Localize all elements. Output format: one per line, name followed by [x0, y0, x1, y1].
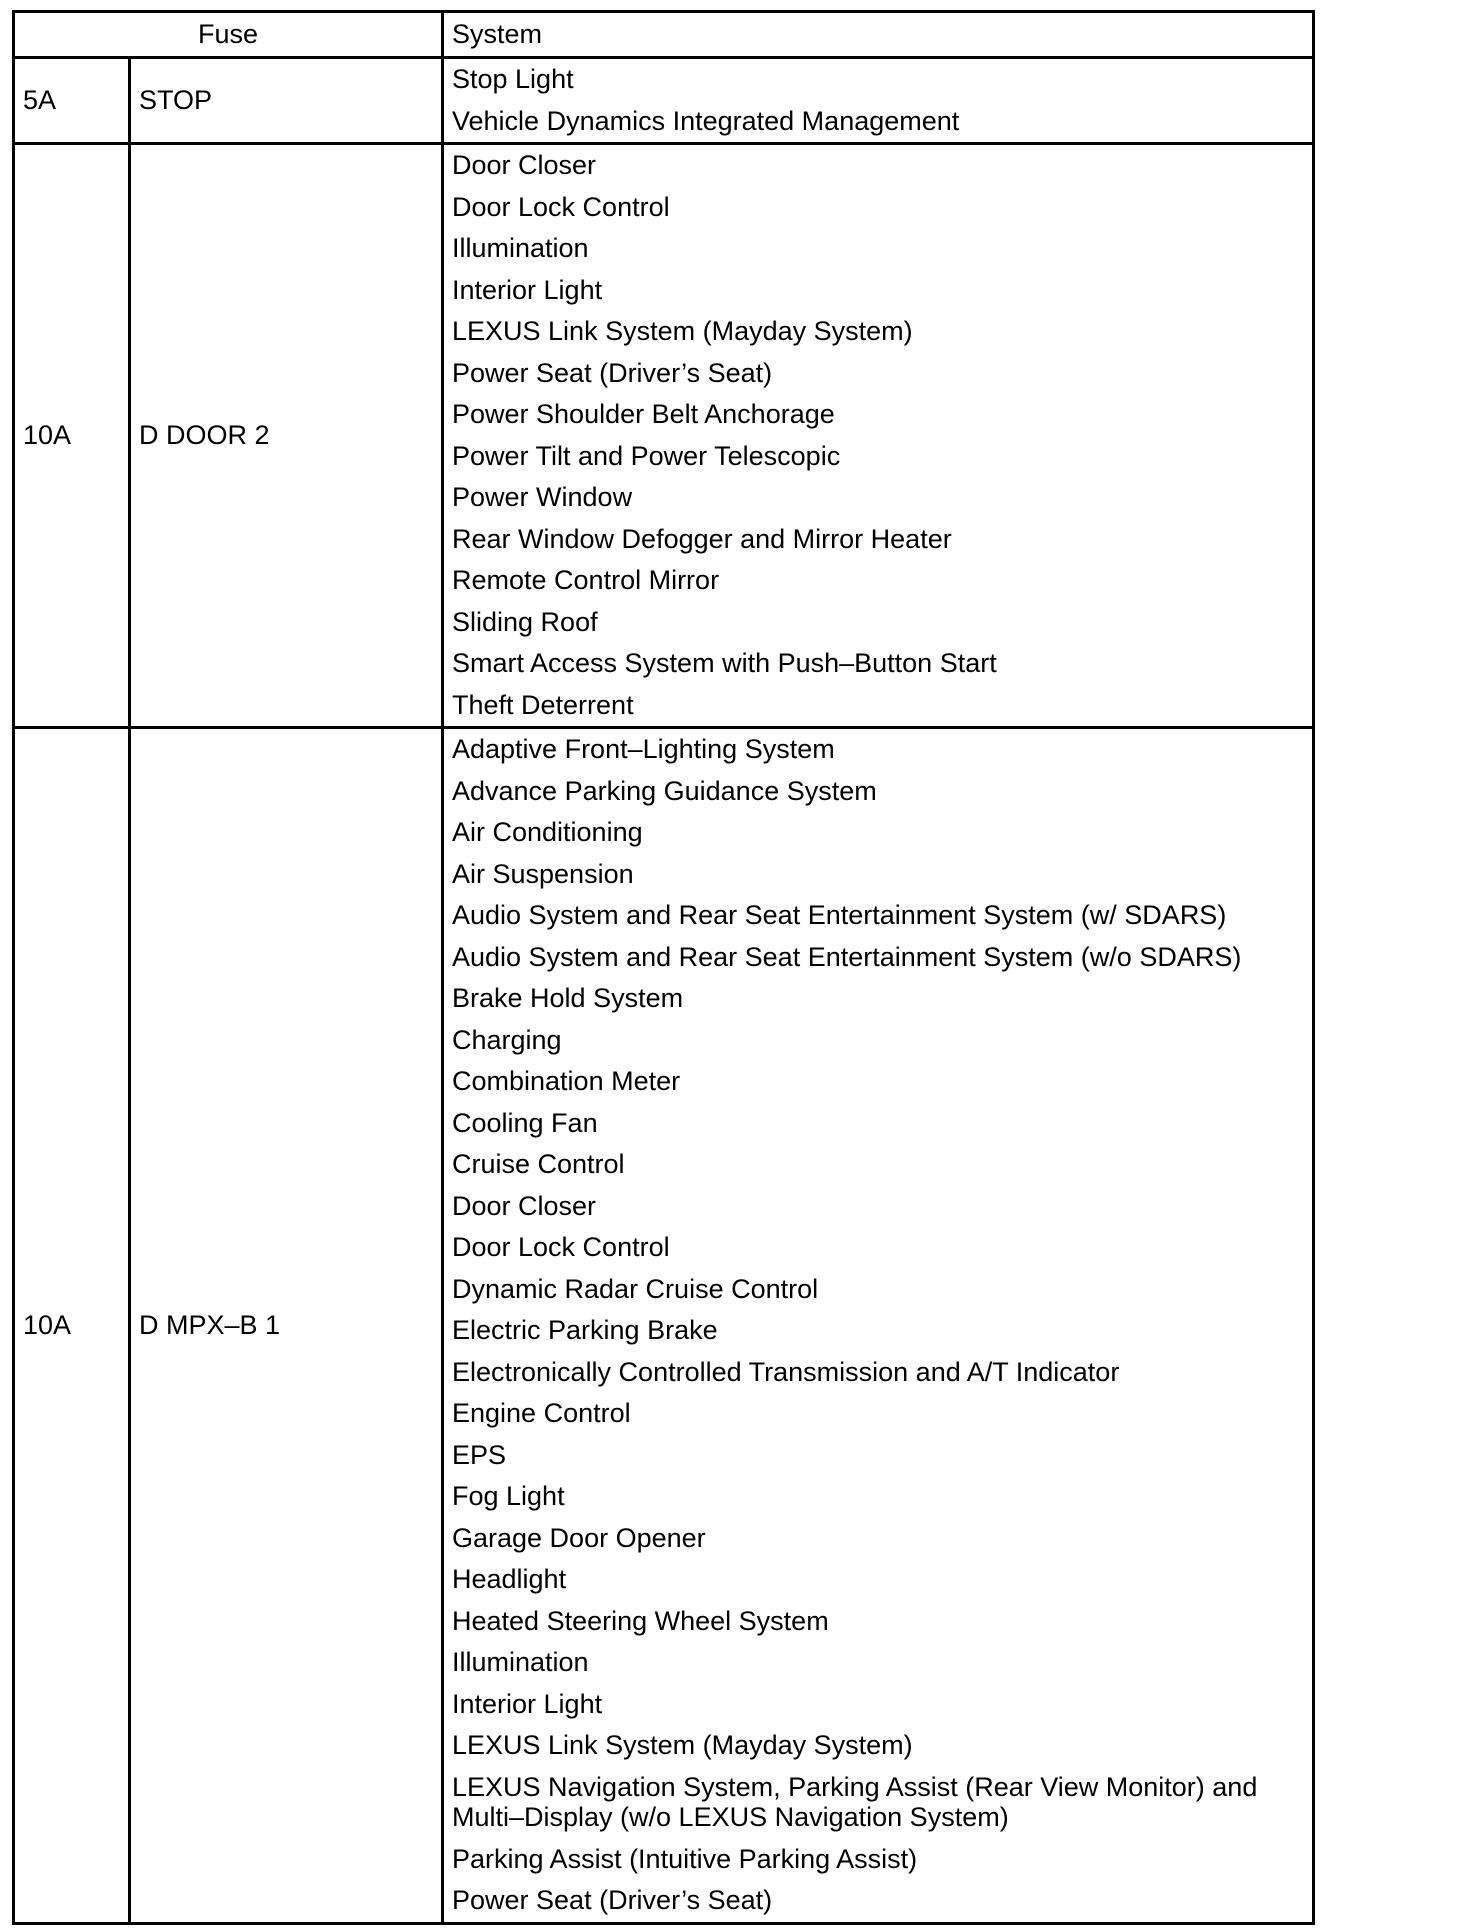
system-item: Door Closer	[452, 150, 597, 180]
system-item: LEXUS Link System (Mayday System)	[452, 316, 913, 346]
system-item: Power Seat (Driver’s Seat)	[452, 1885, 773, 1915]
system-list	[443, 144, 1314, 728]
fuse-name: D MPX–B 1	[130, 728, 443, 1924]
system-item: Door Lock Control	[452, 191, 670, 222]
system-item: Dynamic Radar Cruise Control	[452, 1273, 819, 1304]
system-column-header: System	[443, 12, 1314, 58]
system-item: Garage Door Opener	[452, 1522, 706, 1553]
system-item: Stop Light	[452, 64, 574, 94]
system-item: Cooling Fan	[452, 1107, 598, 1138]
system-list	[443, 728, 1314, 1924]
system-item: Sliding Roof	[452, 606, 598, 637]
system-item: LEXUS Link System (Mayday System)	[452, 1730, 913, 1760]
system-item: Theft Deterrent	[452, 689, 634, 720]
fuse-row	[14, 58, 1314, 144]
fuse-table-body	[14, 58, 1314, 1924]
system-list	[443, 58, 1314, 144]
system-item: Charging	[452, 1024, 562, 1055]
system-item: Power Shoulder Belt Anchorage	[452, 399, 835, 429]
fuse-column-header: Fuse	[14, 12, 443, 58]
system-item: Brake Hold System	[452, 983, 684, 1013]
header-row	[14, 12, 1314, 58]
system-item: Power Seat (Driver’s Seat)	[452, 357, 773, 388]
fuse-row	[14, 144, 1314, 728]
fuse-name: D DOOR 2	[130, 144, 443, 728]
system-item: Door Closer	[452, 1190, 597, 1221]
system-item: Fog Light	[452, 1481, 565, 1511]
fuse-amperage: 5A	[14, 58, 130, 144]
system-item: Interior Light	[452, 274, 603, 305]
system-item: Advance Parking Guidance System	[452, 775, 877, 806]
system-item: Vehicle Dynamics Integrated Management	[452, 105, 960, 136]
system-item: Electronically Controlled Transmission and A/T Indicator	[452, 1356, 1120, 1387]
fuse-amperage: 10A	[14, 728, 130, 1924]
system-item: Power Window	[452, 482, 633, 512]
system-item: Rear Window Defogger and Mirror Heater	[452, 523, 952, 554]
system-item: Illumination	[452, 1647, 589, 1677]
system-item: Air Suspension	[452, 858, 634, 889]
fuse-amperage: 10A	[14, 144, 130, 728]
system-item: Heated Steering Wheel System	[452, 1605, 829, 1636]
system-item: Parking Assist (Intuitive Parking Assist)	[452, 1843, 918, 1874]
system-item: Power Tilt and Power Telescopic	[452, 440, 841, 471]
system-item: Adaptive Front–Lighting System	[452, 734, 835, 764]
fuse-table	[12, 10, 1315, 1925]
system-item: Remote Control Mirror	[452, 565, 720, 595]
system-item: Smart Access System with Push–Button Start	[452, 648, 997, 678]
system-item: Headlight	[452, 1564, 567, 1594]
system-item: Combination Meter	[452, 1066, 681, 1096]
system-item: Cruise Control	[452, 1149, 625, 1179]
system-item: Audio System and Rear Seat Entertainment System (w/ SDARS)	[452, 900, 1227, 930]
system-item: Audio System and Rear Seat Entertainment System (w/o SDARS)	[452, 941, 1242, 972]
system-item: EPS	[452, 1439, 507, 1470]
system-item: Air Conditioning	[452, 817, 643, 847]
system-item: Illumination	[452, 233, 589, 263]
system-item: Door Lock Control	[452, 1232, 670, 1262]
fuse-row	[14, 728, 1314, 1924]
fuse-name: STOP	[130, 58, 443, 144]
system-item: Electric Parking Brake	[452, 1315, 718, 1345]
system-item: Engine Control	[452, 1398, 631, 1428]
system-item: LEXUS Navigation System, Parking Assist (Rear View Monitor) and Multi–Display (w/o LEXUS Navigation System)	[452, 1771, 1258, 1832]
system-item: Interior Light	[452, 1688, 603, 1719]
